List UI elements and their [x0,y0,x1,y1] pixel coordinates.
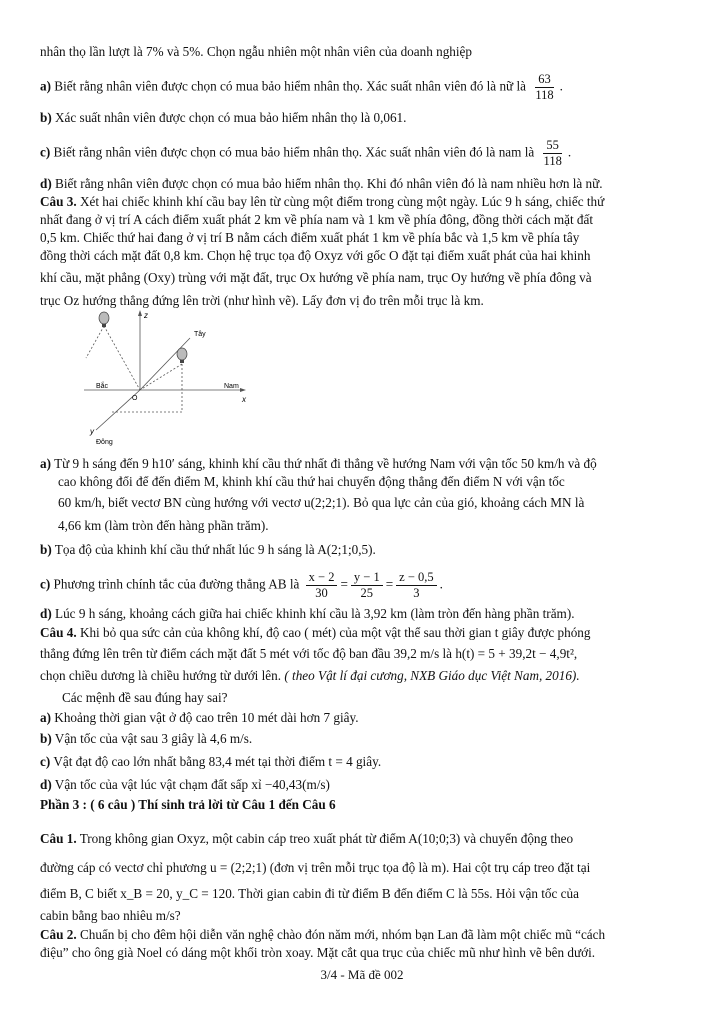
text-line: nhân thọ lần lượt là 7% và 5%. Chọn ngẫu nhiên một nhân viên của doanh nghiệp [40,44,473,59]
q4-option-c: c) Vật đạt độ cao lớn nhất bằng 83,4 mét tại thời điểm t = 4 giây. [40,754,382,769]
p3-q1-line-1: Câu 1. Trong không gian Oxyz, một cabin cáp treo xuất phát từ điểm A(10;0;3) và chuyển động theo [40,831,574,846]
q4-line-4: Các mệnh đề sau đúng hay sai? [62,690,228,705]
q3-line-2: nhất đang ở vị trí A cách điểm xuất phát 2 km về phía nam và 1 km về phía đông, đồng thời cách mặt đất [40,212,594,227]
axis-label-x: x [242,395,246,404]
q3-option-a-line-1: a) Từ 9 h sáng đến 9 h10′ sáng, khinh khí cầu thứ nhất đi thẳng về hướng Nam với vận tốc 50 km/h và độ [40,456,597,471]
q4-option-d: d) Vận tốc của vật lúc vật chạm đất sấp xỉ −40,43(m/s) [40,777,330,792]
p3-q1-line-4: cabin bằng bao nhiêu m/s? [40,908,181,923]
q2-option-d: d) Biết rằng nhân viên được chọn có mua bảo hiểm nhân thọ. Khi đó nhân viên đó là nam nhiều hơn là nữ. [40,176,603,191]
p3-q1-line-2: đường cáp có vectơ chỉ phương u = (2;2;1) (đơn vị trên mỗi trục tọa độ là m). Hai cột trụ cáp treo đặt tại [40,860,591,875]
q2-option-a: a) Biết rằng nhân viên được chọn có mua bảo hiểm nhân thọ. Xác suất nhân viên đó là nữ là $\frac{63}{118}$ . [40,72,563,102]
q4-line-1: Câu 4. Khi bỏ qua sức cản của không khí, độ cao ( mét) của một vật thể sau thời gian t giây được phóng [40,625,591,640]
direction-label-west: Tây [194,331,206,338]
q3-line-4: đồng thời cách mặt đất 0,8 km. Chọn hệ trục tọa độ Oxyz với gốc O đặt tại điểm xuất phát của hai khinh [40,248,591,263]
q4-line-2: thẳng đứng lên trên từ điểm cách mặt đất 5 mét với tốc độ ban đầu 39,2 m/s là h(t) = 5 + 39,2t − 4,9t², [40,646,578,661]
q3-option-c: c) Phương trình chính tắc của đường thẳng AB là $\frac{x - 2}{30}$ = $\frac{y - 1}{25}$ = $\frac{z - 0,5}{3}$ . [40,570,443,600]
q3-line-3: 0,5 km. Chiếc thứ hai đang ở vị trí B nằm cách điểm xuất phát 1 km về phía bắc và 1,5 km về phía tây [40,230,580,245]
q3-line-6: trục Oz hướng thẳng đứng lên trời (như hình vẽ). Lấy đơn vị đo trên mỗi trục là km. [40,293,484,308]
balloon-coordinate-figure [82,308,254,448]
balloon-icon [99,312,109,327]
origin-label: O [132,395,138,402]
q3-line-1: Câu 3. Xét hai chiếc khinh khí cầu bay lên từ cùng một điểm trong cùng một ngày. Lúc 9 h sáng, chiếc thứ [40,194,605,209]
q4-option-a: a) Khoảng thời gian vật ở độ cao trên 10 mét dài hơn 7 giây. [40,710,359,725]
part3-heading: Phần 3 : ( 6 câu ) Thí sinh trả lời từ Câu 1 đến Câu 6 [40,797,336,812]
p3-q2-line-1: Câu 2. Chuẩn bị cho đêm hội diễn văn nghệ chào đón năm mới, nhóm bạn Lan đã làm một chiếc mũ “cách [40,927,606,942]
fraction: $\frac{y - 1}{25}$ [351,570,383,601]
balloon-icon [177,348,187,363]
fraction: $\frac{z - 0,5}{3}$ [396,570,436,601]
p3-q1-line-3: điểm B, C biết x_B = 20, y_C = 120. Thời gian cabin đi từ điểm B đến điểm C là 55s. Hỏi vận tốc của [40,886,579,901]
fraction: $\frac{55}{118}$ [543,138,562,168]
q2-option-b: b) Xác suất nhân viên được chọn có mua bảo hiểm nhân thọ là 0,061. [40,110,407,125]
page-footer: 3/4 - Mã đề 002 [320,967,404,982]
q3-option-b: b) Tọa độ của khinh khí cầu thứ nhất lúc 9 h sáng là A(2;1;0,5). [40,542,376,557]
q3-option-d: d) Lúc 9 h sáng, khoảng cách giữa hai chiếc khinh khí cầu là 3,92 km (làm tròn đến hàng phần trăm). [40,606,575,621]
fraction: $\frac{x - 2}{30}$ [306,570,338,601]
q3-option-a-line-4: 4,66 km (làm tròn đến hàng phần trăm). [58,518,269,533]
p3-q2-line-2: điệu” cho ông già Noel có dáng một khối tròn xoay. Mặt cắt qua trục của chiếc mũ như hình vẽ bên dưới. [40,945,596,960]
direction-label-north: Bắc [96,383,109,390]
q4-line-3: chọn chiều dương là chiều hướng từ dưới lên. ( theo Vật lí đại cương, NXB Giáo dục Việt Nam, 2016). [40,668,580,683]
axis-label-z: z [144,311,148,320]
q4-option-b: b) Vận tốc của vật sau 3 giây là 4,6 m/s. [40,731,253,746]
fraction: $\frac{63}{118}$ [535,72,554,102]
q3-line-5: khí cầu, mặt phẳng (Oxy) trùng với mặt đất, trục Ox hướng về phía nam, trục Oy hướng về phía đông và [40,270,592,285]
direction-label-east: Đông [96,439,113,446]
q2-option-c: c) Biết rằng nhân viên được chọn có mua bảo hiểm nhân thọ. Xác suất nhân viên đó là nam là $\frac{55}{118}$ . [40,138,572,168]
q3-option-a-line-3: 60 km/h, biết vectơ BN cùng hướng với vectơ u(2;2;1). Bỏ qua lực cản của gió, khoảng cách MN là [58,495,585,510]
axis-label-y: y [90,427,94,436]
q3-option-a-line-2: cao không đổi để đến điểm M, khinh khí cầu thứ hai chuyển động thẳng đến điểm N với vận tốc [58,474,565,489]
direction-label-south: Nam [224,383,239,390]
